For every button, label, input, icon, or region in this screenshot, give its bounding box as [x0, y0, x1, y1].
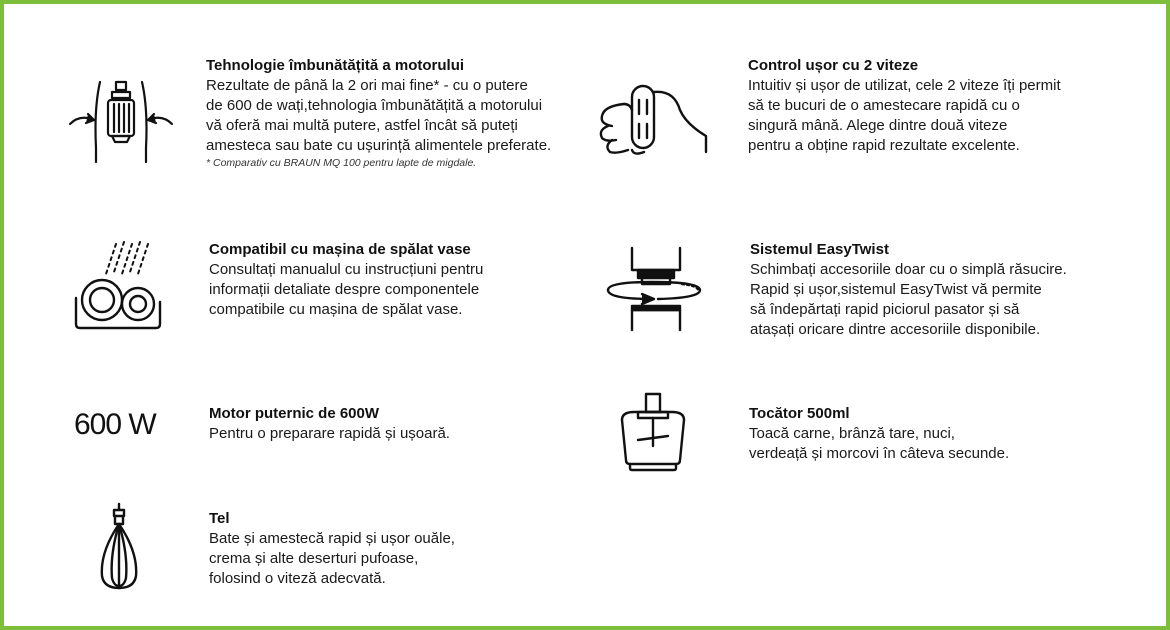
- description-line: verdeață și morcovi în câteva secunde.: [749, 445, 1010, 462]
- feature-chopper: [749, 404, 1009, 464]
- power-600w-icon: 600 W: [74, 408, 156, 441]
- description-line: Intuitiv și ușor de utilizat, cele 2 viteze îți permit: [748, 77, 1061, 94]
- description-line: crema și alte deserturi pufoase,: [209, 550, 419, 567]
- description-line: să îndepărtați rapid piciorul pasator și să: [750, 301, 1020, 318]
- motor-rotation-icon: [66, 78, 176, 164]
- description-line: Consultați manualul cu instrucțiuni pentru: [209, 261, 484, 278]
- feature-power: [209, 404, 450, 444]
- feature-description: [748, 76, 1061, 156]
- feature-whisk: [209, 509, 455, 589]
- feature-easytwist: [750, 240, 1067, 340]
- description-line: compatibile cu mașina de spălat vase.: [209, 301, 463, 318]
- description-line: atașați oricare dintre accesoriile disponibile.: [750, 321, 1041, 338]
- description-line: Pentru o preparare rapidă și ușoară.: [209, 425, 450, 442]
- description-line: folosind o viteză adecvată.: [209, 570, 386, 587]
- description-line: Schimbați accesoriile doar cu o simplă răsucire.: [750, 261, 1067, 278]
- feature-title: Compatibil cu mașina de spălat vase: [209, 241, 471, 258]
- feature-speed-control: [748, 56, 1061, 156]
- feature-title: Tocător 500ml: [749, 405, 850, 422]
- description-line: Rapid și ușor,sistemul EasyTwist vă permite: [750, 281, 1042, 298]
- footnote: * Comparativ cu BRAUN MQ 100 pentru lapte de migdale.: [206, 157, 477, 169]
- description-line: pentru a obține rapid rezultate excelente.: [748, 137, 1020, 154]
- hand-speed-button-icon: [594, 80, 714, 156]
- feature-description: [209, 529, 455, 589]
- description-line: de 600 de wați,tehnologia îmbunătățită a motorului: [206, 97, 543, 114]
- feature-title: Tehnologie îmbunătățită a motorului: [206, 57, 465, 74]
- feature-description: [749, 424, 1009, 464]
- feature-title: Motor puternic de 600W: [209, 405, 380, 422]
- feature-description: [209, 260, 483, 320]
- feature-description: [206, 76, 551, 156]
- easytwist-icon: [602, 244, 706, 332]
- description-line: să te bucuri de o amestecare rapidă cu o: [748, 97, 1020, 114]
- description-line: Rezultate de până la 2 ori mai fine* - cu o putere: [206, 77, 528, 94]
- description-line: singură mână. Alege dintre două viteze: [748, 117, 1008, 134]
- description-line: informații detaliate despre componentele: [209, 281, 480, 298]
- whisk-icon: [96, 502, 142, 592]
- feature-dishwasher: [209, 240, 483, 320]
- feature-description: [750, 260, 1067, 340]
- feature-title: Sistemul EasyTwist: [750, 241, 889, 258]
- feature-description: [209, 424, 450, 444]
- description-line: Toacă carne, brânză tare, nuci,: [749, 425, 955, 442]
- chopper-icon: [614, 390, 694, 474]
- feature-title: Control ușor cu 2 viteze: [748, 57, 919, 74]
- dishwasher-icon: [72, 238, 168, 332]
- description-line: vă oferă mai multă putere, astfel încât să puteți: [206, 117, 518, 134]
- description-line: Bate și amestecă rapid și ușor ouăle,: [209, 530, 455, 547]
- feature-motor-tech: [206, 56, 551, 170]
- description-line: amesteca sau bate cu ușurință alimentele preferate.: [206, 137, 552, 154]
- feature-title: Tel: [209, 510, 230, 527]
